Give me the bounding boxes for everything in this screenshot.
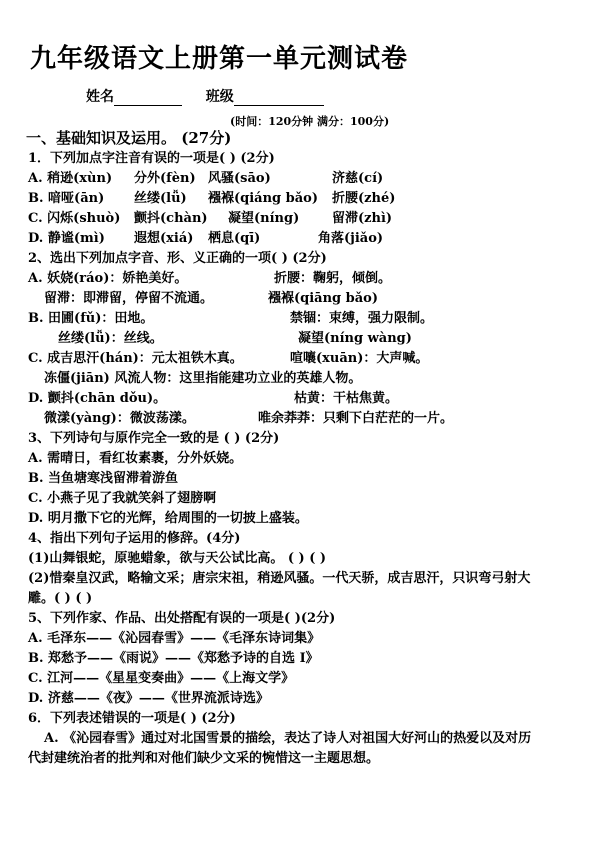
name-label: 姓名 <box>86 89 114 105</box>
q1-a-1: A. 稍逊(xùn) <box>28 171 113 186</box>
q4-sentence-2-line1: (2)惜秦皇汉武，略输文采；唐宗宋祖，稍逊风骚。一代天骄，成吉思汗，只识弯弓射大 <box>28 571 531 586</box>
q4-sentence-1: (1)山舞银蛇，原驰蜡象，欲与天公试比高。 ( ) ( ) <box>28 551 327 566</box>
q5-option-b: B. 郑愁予——《雨说》——《郑愁予诗的自选 I》 <box>28 651 319 666</box>
student-info <box>86 86 324 106</box>
q2-b2-left: 丝缕(lǚ)：丝线。 <box>58 331 163 346</box>
q3-option-a: A. 需晴日，看红妆素裹，分外妖娆。 <box>28 451 243 466</box>
q4-sentence-2-line2: 雕。( ) ( ) <box>28 591 93 606</box>
q2-a1-right: 折腰：鞠躬，倾倒。 <box>274 271 392 286</box>
q1-b-3: 襁褓(qiáng bǎo) <box>208 191 319 206</box>
q1-d-1: D. 静谧(mì) <box>28 231 105 246</box>
q2-d2-left: 微漾(yàng)：微波荡漾。 <box>44 411 195 426</box>
q2-a2-right: 襁褓(qiāng bǎo) <box>268 291 379 306</box>
q2-d1-left: D. 颤抖(chān dǒu)。 <box>28 391 167 406</box>
q2-b1-left: B. 田圃(fǔ)：田地。 <box>28 311 154 326</box>
q2-a1-left: A. 妖娆(ráo)：娇艳美好。 <box>28 271 188 286</box>
q1-d-3: 栖息(qī) <box>208 231 261 246</box>
q1-b-1: B. 喑哑(ān) <box>28 191 105 206</box>
q5-option-d: D. 济慈——《夜》——《世界流派诗选》 <box>28 691 269 706</box>
q1-b-4: 折腰(zhé) <box>332 191 396 206</box>
q6-option-a-line2: 代封建统治者的批判和对他们缺少文采的惋惜这一主题思想。 <box>28 751 380 766</box>
q2-stem: 2、选出下列加点字音、形、义正确的一项( ) (2分) <box>28 251 327 266</box>
name-blank[interactable] <box>114 91 182 106</box>
q1-d-4: 角落(jiǎo) <box>318 231 384 246</box>
q2-option-c-line2: 冻僵(jiān) 风流人物：这里指能建功立业的英雄人物。 <box>44 371 362 386</box>
q1-stem: 1．下列加点字注音有误的一项是( ) (2分) <box>28 151 275 166</box>
q3-option-c: C. 小燕子见了我就笑斜了翅膀啊 <box>28 491 217 506</box>
q3-option-d: D. 明月撒下它的光辉，给周围的一切披上盛装。 <box>28 511 308 526</box>
q4-stem: 4、指出下列句子运用的修辞。(4分) <box>28 531 241 546</box>
q1-c-4: 留滞(zhì) <box>332 211 393 226</box>
q2-d2-right: 唯余莽莽：只剩下白茫茫的一片。 <box>258 411 454 426</box>
section-heading: 一、基础知识及运用。 (27分) <box>26 129 232 147</box>
q1-a-3: 风骚(sāo) <box>208 171 271 186</box>
exam-title: 九年级语文上册第一单元测试卷 <box>30 44 409 74</box>
q1-b-2: 丝缕(lǚ) <box>134 191 187 206</box>
q3-option-b: B. 当鱼塘寒浅留滞着游鱼 <box>28 471 179 486</box>
q2-a2-left: 留滞：即滞留，停留不流通。 <box>44 291 214 306</box>
q2-c1-left: C. 成吉思汗(hán)：元太祖铁木真。 <box>28 351 243 366</box>
time-note: (时间：120分钟 满分：100分) <box>230 115 390 128</box>
q5-stem: 5、下列作家、作品、出处搭配有误的一项是( )(2分) <box>28 611 336 626</box>
class-blank[interactable] <box>234 91 324 106</box>
q5-option-c: C. 江河——《星星变奏曲》——《上海文学》 <box>28 671 295 686</box>
q1-d-2: 遐想(xiá) <box>134 231 194 246</box>
q1-c-1: C. 闪烁(shuò) <box>28 211 121 226</box>
q6-stem: 6．下列表述错误的一项是( ) (2分) <box>28 711 236 726</box>
q1-a-2: 分外(fèn) <box>134 171 196 186</box>
q5-option-a: A. 毛泽东——《沁园春雪》——《毛泽东诗词集》 <box>28 631 321 646</box>
q2-b1-right: 禁锢：束缚，强力限制。 <box>290 311 434 326</box>
q2-d1-right: 枯黄：干枯焦黄。 <box>294 391 399 406</box>
q2-b2-right: 凝望(níng wàng) <box>298 331 412 346</box>
q2-c1-right: 喧嚷(xuān)：大声喊。 <box>290 351 429 366</box>
q1-a-4: 济慈(cí) <box>332 171 384 186</box>
q1-c-3: 凝望(níng) <box>228 211 300 226</box>
q3-stem: 3、下列诗句与原作完全一致的是 ( ) (2分) <box>28 431 280 446</box>
q1-c-2: 颤抖(chàn) <box>134 211 208 226</box>
class-label: 班级 <box>205 89 234 105</box>
q6-option-a-line1: A. 《沁园春雪》通过对北国雪景的描绘，表达了诗人对祖国大好河山的热爱以及对历 <box>44 731 532 746</box>
